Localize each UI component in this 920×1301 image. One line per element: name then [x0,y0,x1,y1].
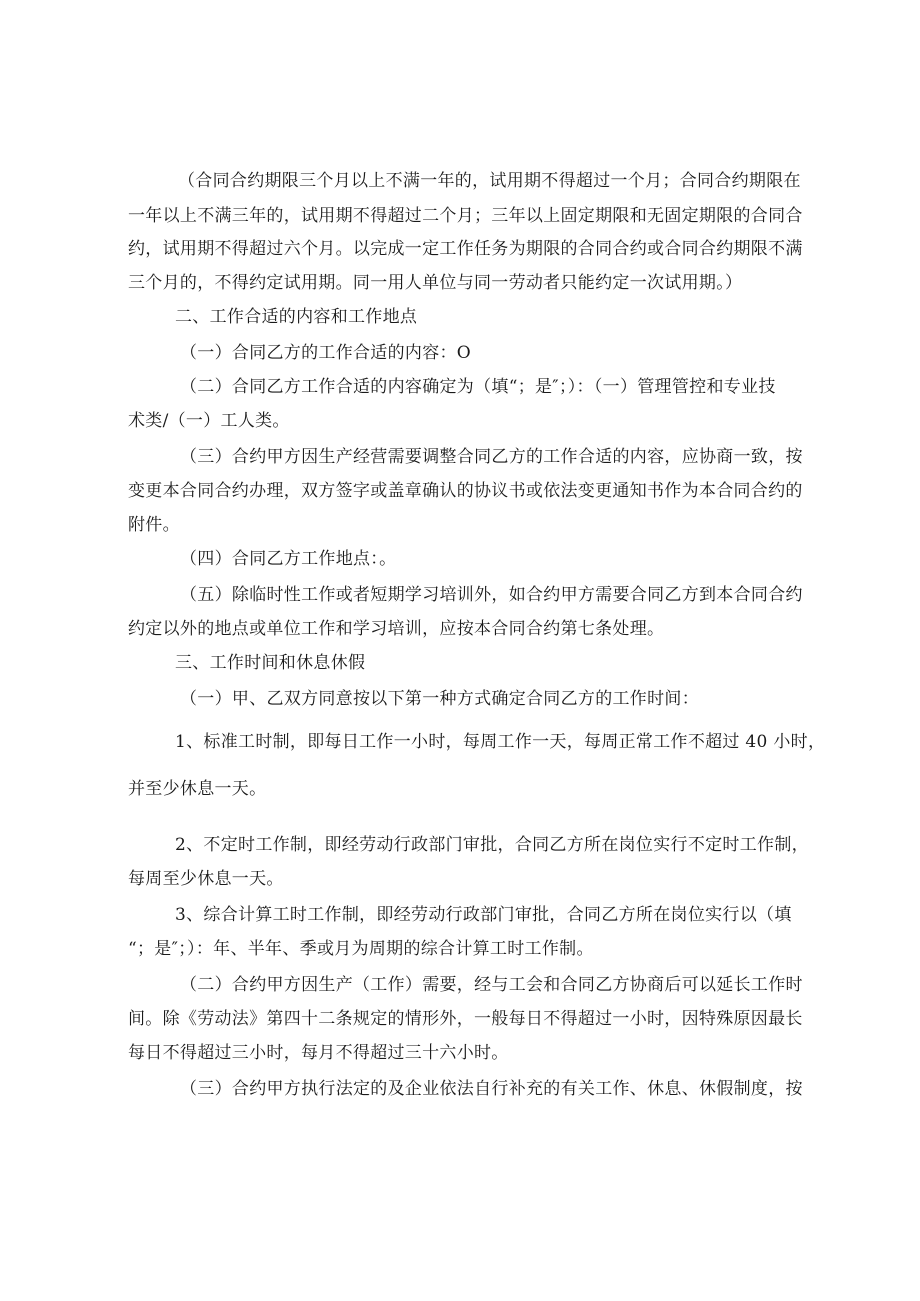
item-flexible-hours-line-2: 每周至少休息一天。 [128,869,284,889]
clause-job-type-line-1: （二）合同乙方工作合适的内容确定为（填“；是″；）：（一）管理管控和专业技 [180,377,776,397]
clause-offsite-line-2: 约定以外的地点或单位工作和学习培训，应按本合同合约第七条处理。 [128,619,665,639]
item-comprehensive-hours-line-1: 3、综合计算工时工作制，即经劳动行政部门审批，合同乙方所在岗位实行以（填 [175,905,792,925]
section-heading-job-content: 二、工作合适的内容和工作地点 [175,307,418,327]
probation-note-line-1: （合同合约期限三个月以上不满一年的，试用期不得超过一个月；合同合约期限在 [178,171,801,191]
clause-overtime-line-1: （二）合约甲方因生产（工作）需要，经与工会和合同乙方协商后可以延长工作时 [180,975,803,995]
item-standard-hours-line-2: 并至少休息一天。 [128,779,267,799]
clause-offsite-line-1: （五）除临时性工作或者短期学习培训外，如合约甲方需要合同乙方到本合同合约 [180,585,803,605]
item-standard-hours-line-1: 1、标准工时制，即每日工作一小时，每周工作一天，每周正常工作不超过 40 小时， [175,732,826,752]
clause-overtime-line-2: 间。除《劳动法》第四十二条规定的情形外，一般每日不得超过一小时，因特殊原因最长 [128,1009,803,1029]
clause-job-content: （一）合同乙方的工作合适的内容：O [180,343,472,363]
section-heading-work-hours: 三、工作时间和休息休假 [175,653,366,673]
clause-overtime-line-3: 每日不得超过三小时，每月不得超过三十六小时。 [128,1043,509,1063]
probation-note-line-2: 一年以上不满三年的，试用期不得超过二个月；三年以上固定期限和无固定期限的合同合 [128,206,803,226]
probation-note-line-4: 三个月的，不得约定试用期。同一用人单位与同一劳动者只能约定一次试用期。） [128,273,743,293]
clause-adjustment-line-1: （三）合约甲方因生产经营需要调整合同乙方的工作合适的内容，应协商一致，按 [180,447,803,467]
probation-note-line-3: 约，试用期不得超过六个月。以完成一定工作任务为期限的合同合约或合同合约期限不满 [128,239,803,259]
clause-adjustment-line-2: 变更本合同合约办理，双方签字或盖章确认的协议书或依法变更通知书作为本合同合约的 [128,481,803,501]
clause-work-hours-method: （一）甲、乙双方同意按以下第一种方式确定合同乙方的工作时间： [180,689,699,709]
item-flexible-hours-line-1: 2、不定时工作制，即经劳动行政部门审批，合同乙方所在岗位实行不定时工作制， [175,835,809,855]
clause-work-location: （四）合同乙方工作地点：。 [180,549,397,569]
item-comprehensive-hours-line-2: “；是″；）：年、半年、季或月为周期的综合计算工时工作制。 [128,939,594,959]
clause-job-type-line-2: 术类/（一）工人类。 [128,411,290,431]
clause-rest-policy-line-1: （三）合约甲方执行法定的及企业依法自行补充的有关工作、休息、休假制度，按 [180,1079,803,1099]
clause-adjustment-line-3: 附件。 [128,515,180,535]
